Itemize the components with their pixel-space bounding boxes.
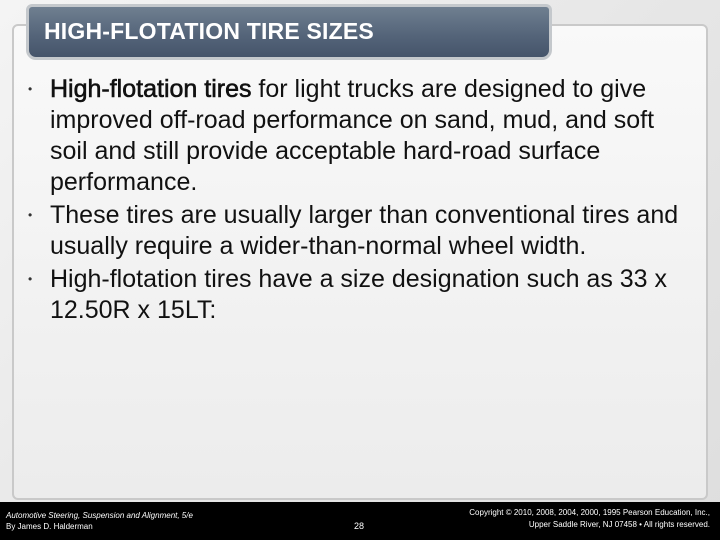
slide-title: HIGH-FLOTATION TIRE SIZES <box>44 18 374 44</box>
bullet-icon: • <box>28 272 33 286</box>
page-number: 28 <box>354 521 365 531</box>
bullet-icon: • <box>28 82 33 96</box>
publisher-address: Upper Saddle River, NJ 07458 • All rights reserved. <box>528 520 710 529</box>
footer-bar <box>0 502 720 540</box>
footer-right <box>469 507 710 531</box>
bullet-text: High-flotation tires have a size designation such as 33 x 12.50R x 15LT: <box>50 265 668 324</box>
author: By James D. Halderman <box>6 522 93 531</box>
bullet-item <box>28 200 698 262</box>
footer-left <box>6 510 193 532</box>
bullet-text: for light trucks are designed to give improved off-road performance on sand, mud, and soft soil and still provide acceptable hard-road surface performance. <box>50 75 655 196</box>
bullet-item <box>28 264 698 326</box>
bullet-item <box>28 74 698 198</box>
bullet-icon: • <box>28 208 33 222</box>
bullet-bold-lead: High-flotation tires <box>50 75 252 103</box>
book-title: Automotive Steering, Suspension and Alignment, 5/e <box>6 511 193 520</box>
copyright: Copyright © 2010, 2008, 2004, 2000, 1995 Pearson Education, Inc., <box>469 508 710 517</box>
bullet-list <box>28 74 698 328</box>
bullet-text: These tires are usually larger than conventional tires and usually require a wider-than-normal wheel width. <box>50 201 679 260</box>
